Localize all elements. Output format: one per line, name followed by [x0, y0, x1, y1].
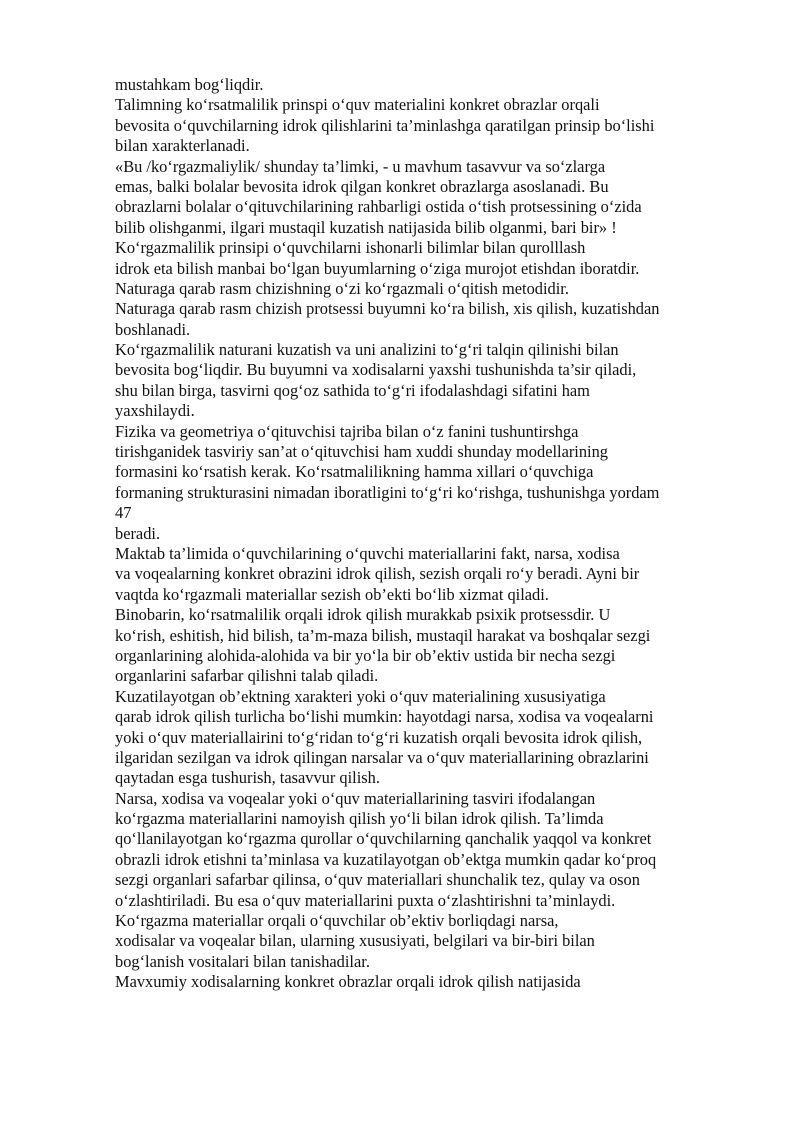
- text-line: ko‘rish, eshitish, hid bilish, ta’m-maza bilish, mustaqil harakat va boshqalar sezgi: [115, 625, 651, 645]
- text-line: sezgi organlari safarbar qilinsa, o‘quv materiallari shunchalik tez, qulay va oson: [115, 870, 640, 890]
- text-line: Naturaga qarab rasm chizish protsessi buyumni ko‘ra bilish, xis qilish, kuzatishdan: [115, 299, 660, 319]
- text-line: va voqealarning konkret obrazini idrok qilish, sezish orqali ro‘y beradi. Ayni bir: [115, 564, 640, 584]
- text-line: o‘zlashtiriladi. Bu esa o‘quv materiallarini puxta o‘zlashtirishni ta’minlaydi.: [115, 890, 616, 910]
- text-line: qo‘llanilayotgan ko‘rgazma qurollar o‘quvchilarning qanchalik yaqqol va konkret: [115, 829, 652, 849]
- text-line: «Bu /ko‘rgazmaliylik/ shunday ta’limki, - u mavhum tasavvur va so‘zlarga: [115, 156, 606, 176]
- text-line: bevosita bog‘liqdir. Bu buyumni va xodisalarni yaxshi tushunishda ta’sir qiladi,: [115, 360, 637, 380]
- text-line: Narsa, xodisa va voqealar yoki o‘quv materiallarining tasviri ifodalangan: [115, 788, 596, 808]
- text-line: xodisalar va voqealar bilan, ularning xususiyati, belgilari va bir-biri bilan: [115, 931, 595, 951]
- text-line: obrazlarni bolalar o‘qituvchilarining rahbarligi ostida o‘tish protsessining o‘zida: [115, 197, 642, 217]
- text-line: [115, 993, 755, 1013]
- text-line: yaxshilaydi.: [115, 401, 195, 421]
- text-line: organlarini safarbar qilishni talab qiladi.: [115, 666, 379, 686]
- text-line: Maktab ta’limida o‘quvchilarining o‘quvchi materiallarini fakt, narsa, xodisa: [115, 543, 620, 563]
- text-line: Kuzatilayotgan ob’ektning xarakteri yoki o‘quv materialining xususiyatiga: [115, 686, 606, 706]
- text-line: Naturaga qarab rasm chizishning o‘zi ko‘rgazmali o‘qitish metodidir.: [115, 278, 569, 298]
- text-line: yoki o‘quv materiallairini to‘g‘ridan to‘g‘ri kuzatish orqali bevosita idrok qilish,: [115, 727, 643, 747]
- body-text: [115, 75, 755, 1013]
- text-line: qarab idrok qilish turlicha bo‘lishi mumkin: hayotdagi narsa, xodisa va voqealarni: [115, 707, 654, 727]
- text-line: formaning strukturasini nimadan iboratligini to‘g‘ri ko‘rishga, tushunishga yordam: [115, 482, 660, 502]
- text-line: Ko‘rgazmalilik prinsipi o‘quvchilarni ishonarli bilimlar bilan qurolllash: [115, 238, 586, 258]
- page-number: 47: [115, 503, 132, 523]
- text-line: bilan xarakterlanadi.: [115, 136, 250, 156]
- text-line: bilib olishganmi, ilgari mustaqil kuzatish natijasida bilib olganmi, bari bir» !: [115, 217, 617, 237]
- text-line: bog‘lanish vositalari bilan tanishadilar.: [115, 951, 370, 971]
- text-line: boshlanadi.: [115, 319, 191, 339]
- text-line: qaytadan esga tushurish, tasavvur qilish.: [115, 768, 380, 788]
- text-line: formasini ko‘rsatish kerak. Ko‘rsatmalilikning hamma xillari o‘quvchiga: [115, 462, 594, 482]
- text-line: shu bilan birga, tasvirni qog‘oz sathida to‘g‘ri ifodalashdagi sifatini ham: [115, 380, 590, 400]
- text-line: ilgaridan sezilgan va idrok qilingan narsalar va o‘quv materiallarining obrazlarini: [115, 747, 649, 767]
- text-line: mustahkam bog‘liqdir.: [115, 75, 264, 94]
- text-line: organlarining alohida-alohida va bir yo‘la bir ob’ektiv ustida bir necha sezgi: [115, 645, 616, 665]
- text-line: Mavxumiy xodisalarning konkret obrazlar orqali idrok qilish natijasida: [115, 972, 581, 992]
- text-line: tirishganidek tasviriy san’at o‘qituvchisi ham xuddi shunday modellarining: [115, 442, 608, 462]
- text-line: idrok eta bilish manbai bo‘lgan buyumlarning o‘ziga murojot etishdan iboratdir.: [115, 258, 640, 278]
- text-line: ko‘rgazma materiallarini namoyish qilish yo‘li bilan idrok qilish. Ta’limda: [115, 809, 604, 829]
- text-line: Ko‘rgazma materiallar orqali o‘quvchilar ob’ektiv borliqdagi narsa,: [115, 911, 559, 931]
- text-line: Ko‘rgazmalilik naturani kuzatish va uni analizini to‘g‘ri talqin qilinishi bilan: [115, 340, 619, 360]
- text-line: Talimning ko‘rsatmalilik prinspi o‘quv materialini konkret obrazlar orqali: [115, 95, 600, 115]
- text-line: emas, balki bolalar bevosita idrok qilgan konkret obrazlarga asoslanadi. Bu: [115, 176, 609, 196]
- text-line: bevosita o‘quvchilarning idrok qilishlarini ta’minlashga qaratilgan prinsip bo‘lishi: [115, 115, 655, 135]
- text-line: vaqtda ko‘rgazmali materiallar sezish ob’ekti bo‘lib xizmat qiladi.: [115, 584, 549, 604]
- text-line: beradi.: [115, 523, 161, 543]
- text-line: Fizika va geometriya o‘qituvchisi tajriba bilan o‘z fanini tushuntirshga: [115, 421, 579, 441]
- text-line: obrazli idrok etishni ta’minlasa va kuzatilayotgan ob’ektga mumkin qadar ko‘proq: [115, 849, 657, 869]
- text-line: Binobarin, ko‘rsatmalilik orqali idrok qilish murakkab psixik protsessdir. U: [115, 605, 611, 625]
